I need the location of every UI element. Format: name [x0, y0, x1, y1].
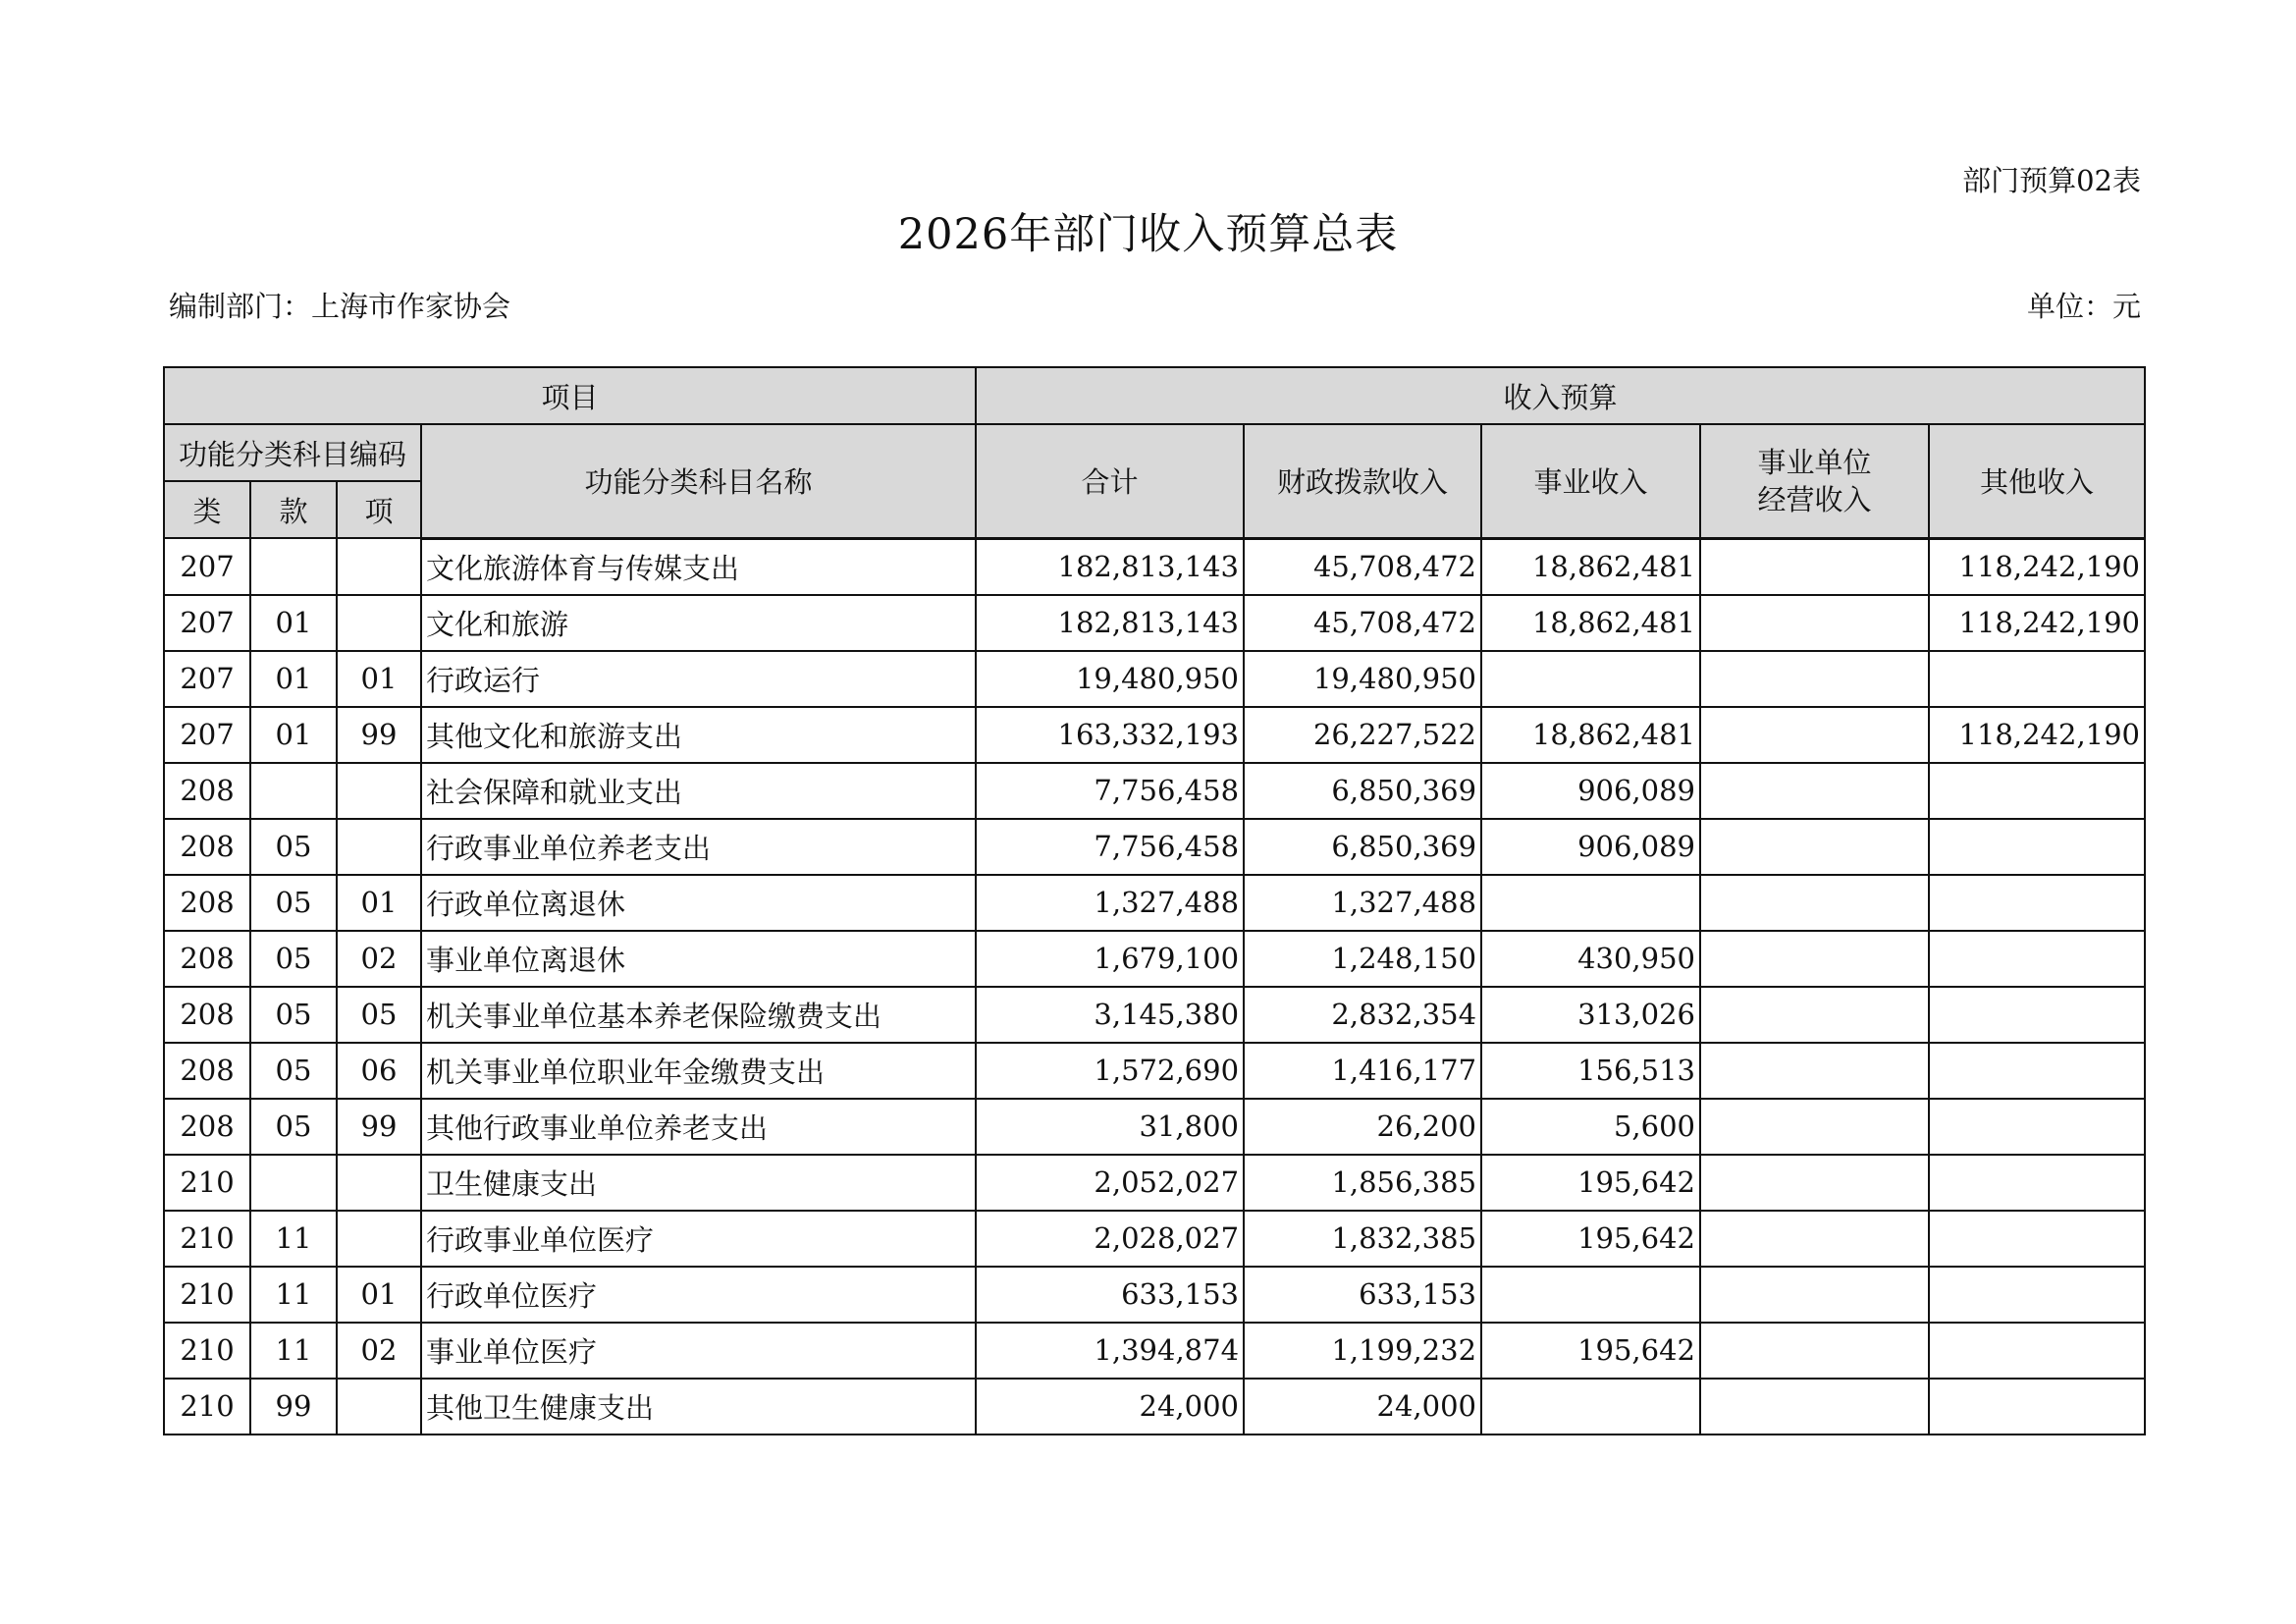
cell-kuan: 01	[250, 707, 337, 763]
cell-fiscal: 6,850,369	[1244, 763, 1481, 819]
cell-kuan: 01	[250, 651, 337, 707]
cell-lei: 207	[164, 707, 250, 763]
table-row	[164, 1379, 2145, 1435]
cell-kuan: 05	[250, 1043, 337, 1099]
cell-biz-op	[1700, 987, 1929, 1043]
header-row-2	[164, 424, 2145, 481]
cell-xiang: 02	[337, 931, 421, 987]
header-code-group: 功能分类科目编码	[164, 424, 421, 481]
income-budget-table	[163, 366, 2146, 1435]
currency-unit: 单位：元	[2026, 290, 2141, 323]
cell-lei: 210	[164, 1323, 250, 1379]
cell-subject-name: 机关事业单位职业年金缴费支出	[421, 1043, 976, 1099]
cell-other	[1929, 1155, 2145, 1211]
cell-business: 430,950	[1481, 931, 1700, 987]
cell-business	[1481, 875, 1700, 931]
table-row	[164, 1099, 2145, 1155]
header-business: 事业收入	[1481, 424, 1700, 538]
header-row-1	[164, 367, 2145, 424]
cell-other	[1929, 987, 2145, 1043]
cell-other	[1929, 819, 2145, 875]
cell-subject-name: 行政单位医疗	[421, 1267, 976, 1323]
cell-lei: 208	[164, 931, 250, 987]
cell-other	[1929, 651, 2145, 707]
cell-business: 195,642	[1481, 1155, 1700, 1211]
cell-biz-op	[1700, 875, 1929, 931]
cell-biz-op	[1700, 1379, 1929, 1435]
cell-other	[1929, 931, 2145, 987]
cell-other	[1929, 1379, 2145, 1435]
table-row	[164, 875, 2145, 931]
cell-subject-name: 行政事业单位养老支出	[421, 819, 976, 875]
table-body	[164, 538, 2145, 1435]
table-row	[164, 1323, 2145, 1379]
cell-xiang	[337, 595, 421, 651]
cell-total: 182,813,143	[976, 595, 1244, 651]
cell-total: 1,679,100	[976, 931, 1244, 987]
cell-business: 18,862,481	[1481, 707, 1700, 763]
cell-xiang	[337, 819, 421, 875]
cell-subject-name: 机关事业单位基本养老保险缴费支出	[421, 987, 976, 1043]
cell-lei: 207	[164, 538, 250, 595]
table-row	[164, 651, 2145, 707]
table-row	[164, 763, 2145, 819]
cell-biz-op	[1700, 1211, 1929, 1267]
cell-other: 118,242,190	[1929, 707, 2145, 763]
cell-xiang	[337, 763, 421, 819]
cell-kuan: 11	[250, 1323, 337, 1379]
cell-kuan: 05	[250, 987, 337, 1043]
cell-kuan: 99	[250, 1379, 337, 1435]
cell-fiscal: 1,327,488	[1244, 875, 1481, 931]
cell-subject-name: 文化和旅游	[421, 595, 976, 651]
cell-total: 3,145,380	[976, 987, 1244, 1043]
cell-fiscal: 633,153	[1244, 1267, 1481, 1323]
cell-lei: 210	[164, 1211, 250, 1267]
cell-xiang: 05	[337, 987, 421, 1043]
cell-other: 118,242,190	[1929, 595, 2145, 651]
cell-xiang: 02	[337, 1323, 421, 1379]
cell-business: 18,862,481	[1481, 595, 1700, 651]
cell-total: 31,800	[976, 1099, 1244, 1155]
cell-subject-name: 事业单位医疗	[421, 1323, 976, 1379]
cell-other	[1929, 1267, 2145, 1323]
header-kuan: 款	[250, 481, 337, 538]
cell-other	[1929, 1099, 2145, 1155]
table-row	[164, 1155, 2145, 1211]
cell-fiscal: 45,708,472	[1244, 595, 1481, 651]
cell-business: 313,026	[1481, 987, 1700, 1043]
cell-subject-name: 行政事业单位医疗	[421, 1211, 976, 1267]
cell-xiang	[337, 1155, 421, 1211]
cell-fiscal: 26,200	[1244, 1099, 1481, 1155]
table-row	[164, 707, 2145, 763]
cell-biz-op	[1700, 931, 1929, 987]
cell-xiang: 01	[337, 651, 421, 707]
cell-total: 24,000	[976, 1379, 1244, 1435]
table-row	[164, 1211, 2145, 1267]
header-income-budget: 收入预算	[976, 367, 2145, 424]
cell-other	[1929, 1043, 2145, 1099]
cell-lei: 208	[164, 763, 250, 819]
cell-biz-op	[1700, 1267, 1929, 1323]
cell-subject-name: 其他卫生健康支出	[421, 1379, 976, 1435]
header-subject-name: 功能分类科目名称	[421, 424, 976, 538]
cell-other	[1929, 1211, 2145, 1267]
cell-business	[1481, 1267, 1700, 1323]
cell-business: 18,862,481	[1481, 538, 1700, 595]
cell-lei: 207	[164, 651, 250, 707]
cell-total: 182,813,143	[976, 538, 1244, 595]
cell-business: 906,089	[1481, 819, 1700, 875]
cell-subject-name: 其他文化和旅游支出	[421, 707, 976, 763]
cell-kuan	[250, 538, 337, 595]
cell-other	[1929, 875, 2145, 931]
cell-lei: 210	[164, 1267, 250, 1323]
cell-xiang	[337, 1211, 421, 1267]
cell-business	[1481, 1379, 1700, 1435]
cell-biz-op	[1700, 651, 1929, 707]
cell-fiscal: 1,248,150	[1244, 931, 1481, 987]
cell-xiang: 01	[337, 875, 421, 931]
cell-fiscal: 2,832,354	[1244, 987, 1481, 1043]
cell-lei: 208	[164, 875, 250, 931]
cell-lei: 210	[164, 1379, 250, 1435]
cell-total: 7,756,458	[976, 763, 1244, 819]
cell-business: 906,089	[1481, 763, 1700, 819]
cell-subject-name: 事业单位离退休	[421, 931, 976, 987]
table-row	[164, 931, 2145, 987]
cell-fiscal: 19,480,950	[1244, 651, 1481, 707]
cell-fiscal: 1,199,232	[1244, 1323, 1481, 1379]
cell-total: 633,153	[976, 1267, 1244, 1323]
cell-total: 2,052,027	[976, 1155, 1244, 1211]
header-fiscal: 财政拨款收入	[1244, 424, 1481, 538]
cell-kuan: 05	[250, 931, 337, 987]
table-row	[164, 1043, 2145, 1099]
cell-lei: 210	[164, 1155, 250, 1211]
cell-total: 163,332,193	[976, 707, 1244, 763]
header-biz-op-line2: 经营收入	[1757, 482, 1872, 516]
cell-biz-op	[1700, 1099, 1929, 1155]
cell-kuan: 01	[250, 595, 337, 651]
table-row	[164, 1267, 2145, 1323]
cell-lei: 208	[164, 819, 250, 875]
cell-xiang: 99	[337, 707, 421, 763]
cell-fiscal: 45,708,472	[1244, 538, 1481, 595]
header-lei: 类	[164, 481, 250, 538]
cell-other: 118,242,190	[1929, 538, 2145, 595]
cell-biz-op	[1700, 1155, 1929, 1211]
table-row	[164, 595, 2145, 651]
page-title: 2026年部门收入预算总表	[897, 210, 1399, 259]
cell-kuan: 05	[250, 1099, 337, 1155]
cell-kuan: 11	[250, 1267, 337, 1323]
cell-total: 1,572,690	[976, 1043, 1244, 1099]
cell-fiscal: 1,416,177	[1244, 1043, 1481, 1099]
cell-xiang	[337, 538, 421, 595]
cell-lei: 207	[164, 595, 250, 651]
cell-biz-op	[1700, 1043, 1929, 1099]
cell-subject-name: 社会保障和就业支出	[421, 763, 976, 819]
cell-kuan: 05	[250, 819, 337, 875]
cell-business	[1481, 651, 1700, 707]
cell-xiang: 01	[337, 1267, 421, 1323]
cell-total: 1,394,874	[976, 1323, 1244, 1379]
cell-subject-name: 文化旅游体育与传媒支出	[421, 538, 976, 595]
table-row	[164, 987, 2145, 1043]
cell-xiang: 06	[337, 1043, 421, 1099]
cell-fiscal: 26,227,522	[1244, 707, 1481, 763]
cell-biz-op	[1700, 763, 1929, 819]
cell-kuan: 11	[250, 1211, 337, 1267]
cell-fiscal: 24,000	[1244, 1379, 1481, 1435]
header-biz-op-line1: 事业单位	[1757, 445, 1872, 479]
cell-business: 195,642	[1481, 1211, 1700, 1267]
cell-fiscal: 6,850,369	[1244, 819, 1481, 875]
table-row	[164, 538, 2145, 595]
cell-xiang: 99	[337, 1099, 421, 1155]
cell-biz-op	[1700, 819, 1929, 875]
table-row	[164, 819, 2145, 875]
cell-biz-op	[1700, 1323, 1929, 1379]
header-other: 其他收入	[1929, 424, 2145, 538]
cell-kuan	[250, 763, 337, 819]
cell-lei: 208	[164, 1043, 250, 1099]
cell-fiscal: 1,856,385	[1244, 1155, 1481, 1211]
cell-total: 19,480,950	[976, 651, 1244, 707]
cell-business: 156,513	[1481, 1043, 1700, 1099]
cell-kuan: 05	[250, 875, 337, 931]
cell-business: 195,642	[1481, 1323, 1700, 1379]
cell-biz-op	[1700, 538, 1929, 595]
header-total: 合计	[976, 424, 1244, 538]
header-xiang: 项	[337, 481, 421, 538]
header-biz-op	[1700, 424, 1929, 538]
cell-biz-op	[1700, 595, 1929, 651]
cell-fiscal: 1,832,385	[1244, 1211, 1481, 1267]
cell-kuan	[250, 1155, 337, 1211]
cell-total: 7,756,458	[976, 819, 1244, 875]
cell-xiang	[337, 1379, 421, 1435]
cell-other	[1929, 763, 2145, 819]
cell-other	[1929, 1323, 2145, 1379]
cell-subject-name: 卫生健康支出	[421, 1155, 976, 1211]
cell-subject-name: 行政运行	[421, 651, 976, 707]
cell-total: 2,028,027	[976, 1211, 1244, 1267]
cell-total: 1,327,488	[976, 875, 1244, 931]
table-number: 部门预算02表	[1962, 164, 2141, 197]
cell-business: 5,600	[1481, 1099, 1700, 1155]
cell-subject-name: 其他行政事业单位养老支出	[421, 1099, 976, 1155]
compiling-department: 编制部门：上海市作家协会	[169, 290, 511, 323]
cell-lei: 208	[164, 987, 250, 1043]
cell-lei: 208	[164, 1099, 250, 1155]
cell-biz-op	[1700, 707, 1929, 763]
cell-subject-name: 行政单位离退休	[421, 875, 976, 931]
header-item: 项目	[164, 367, 976, 424]
